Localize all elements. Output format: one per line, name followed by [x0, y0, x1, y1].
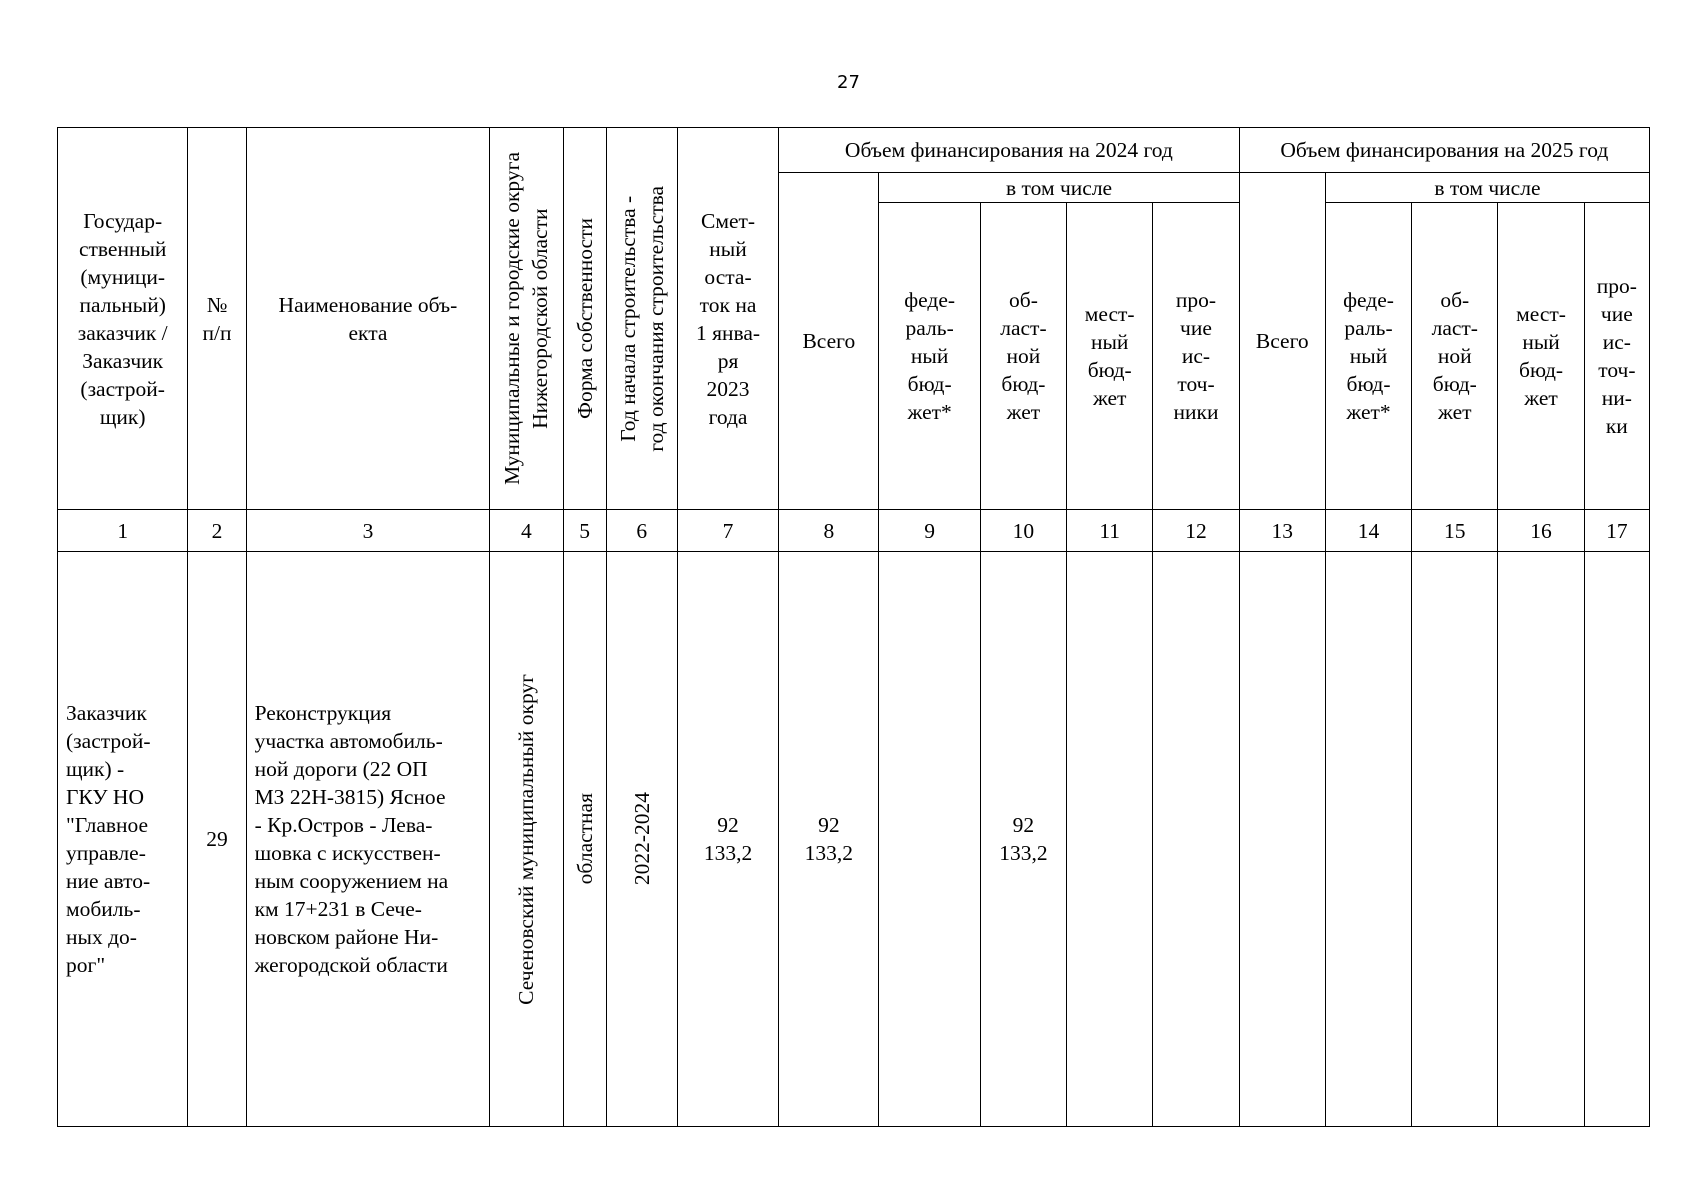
cell-years: 2022-2024: [606, 552, 677, 1127]
header-federal-2024: феде- раль- ный бюд- жет*: [879, 203, 980, 510]
cell-local-2024: [1067, 552, 1153, 1127]
column-number: 4: [490, 510, 563, 552]
header-regional-2024: об- ласт- ной бюд- жет: [980, 203, 1066, 510]
investment-table: [57, 127, 1650, 1127]
column-number: 7: [677, 510, 778, 552]
column-number: 9: [879, 510, 980, 552]
column-number: 2: [188, 510, 246, 552]
header-ownership: Форма собственности: [563, 128, 606, 510]
header-other-2024: про- чие ис- точ- ники: [1153, 203, 1239, 510]
cell-federal-2025: [1325, 552, 1411, 1127]
cell-municipality: Сеченовский муниципальный округ: [490, 552, 563, 1127]
cell-total-2025: [1239, 552, 1325, 1127]
header-including-2025: в том числе: [1325, 173, 1649, 203]
cell-ownership: областная: [563, 552, 606, 1127]
cell-regional-2024: 92 133,2: [980, 552, 1066, 1127]
column-number: 3: [246, 510, 490, 552]
column-number: 5: [563, 510, 606, 552]
column-number: 1: [58, 510, 188, 552]
cell-object-name: Реконструкция участка автомобиль- ной дороги (22 ОП МЗ 22Н-3815) Ясное - Кр.Остров - Лева- шовка с искусствен- ным сооружением на км 17+231 в Сече- новском районе Ни- жегородской области: [246, 552, 490, 1127]
header-municipality: Муниципальные и городские округа Нижегородской области: [490, 128, 563, 510]
column-number: 17: [1584, 510, 1649, 552]
cell-regional-2025: [1412, 552, 1498, 1127]
cell-number: 29: [188, 552, 246, 1127]
column-number: 11: [1067, 510, 1153, 552]
column-number: 13: [1239, 510, 1325, 552]
header-other-2025: про- чие ис- точ- ни- ки: [1584, 203, 1649, 510]
header-customer: Государ- ственный (муници- пальный) заказчик / Заказчик (застрой- щик): [58, 128, 188, 510]
header-federal-2025: феде- раль- ный бюд- жет*: [1325, 203, 1411, 510]
page-number: 27: [837, 72, 860, 93]
header-funding-2024: Объем финансирования на 2024 год: [779, 128, 1239, 173]
column-number: 16: [1498, 510, 1584, 552]
header-funding-2025: Объем финансирования на 2025 год: [1239, 128, 1649, 173]
header-including-2024: в том числе: [879, 173, 1239, 203]
cell-local-2025: [1498, 552, 1584, 1127]
column-number: 8: [779, 510, 879, 552]
header-total-2024: Всего: [779, 173, 879, 510]
header-years: Год начала строительства - год окончания строительства: [606, 128, 677, 510]
header-regional-2025: об- ласт- ной бюд- жет: [1412, 203, 1498, 510]
cell-federal-2024: [879, 552, 980, 1127]
header-total-2025: Всего: [1239, 173, 1325, 510]
column-number: 15: [1412, 510, 1498, 552]
column-number: 12: [1153, 510, 1239, 552]
header-local-2024: мест- ный бюд- жет: [1067, 203, 1153, 510]
cell-total-2024: 92 133,2: [779, 552, 879, 1127]
cell-customer: Заказчик (застрой- щик) - ГКУ НО "Главное управле- ние авто- мобиль- ных до- рог": [58, 552, 188, 1127]
header-number: № п/п: [188, 128, 246, 510]
column-number: 10: [980, 510, 1066, 552]
header-local-2025: мест- ный бюд- жет: [1498, 203, 1584, 510]
column-numbers-row: [58, 510, 1650, 552]
cell-estimated-balance: 92 133,2: [677, 552, 778, 1127]
cell-other-2024: [1153, 552, 1239, 1127]
cell-other-2025: [1584, 552, 1649, 1127]
header-row-1: [58, 128, 1650, 173]
header-object-name: Наименование объ- екта: [246, 128, 490, 510]
column-number: 14: [1325, 510, 1411, 552]
header-estimated-balance: Смет- ный оста- ток на 1 янва- ря 2023 года: [677, 128, 778, 510]
table-row: [58, 552, 1650, 1127]
column-number: 6: [606, 510, 677, 552]
